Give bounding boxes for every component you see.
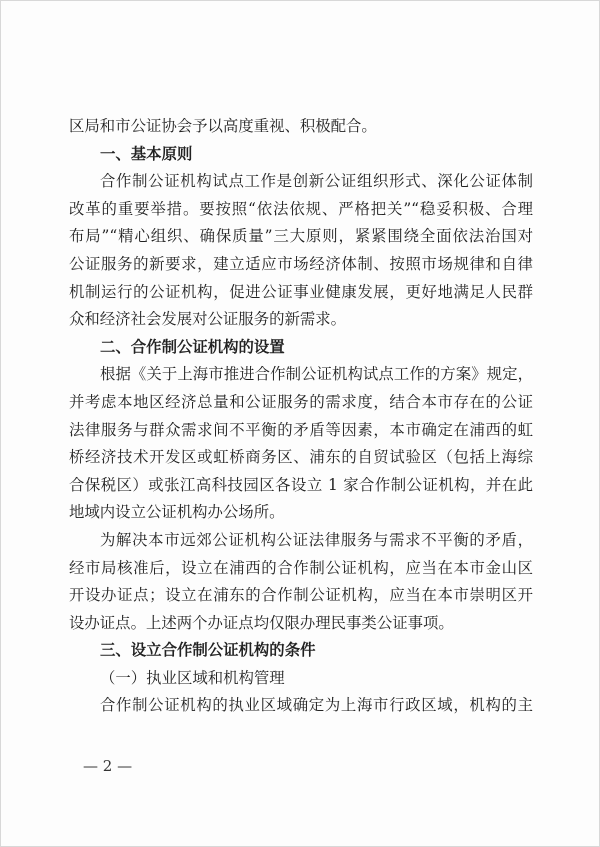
paragraph-continued	[69, 113, 533, 141]
text-line: 合保税区）或张江高科技园区各设立 1 家合作制公证机构，并在此	[69, 475, 533, 494]
paragraph-remote-offices	[69, 527, 533, 637]
paragraph-practice-area	[69, 692, 533, 720]
text-line: 桥经济技术开发区或虹桥商务区、浦东的自贸试验区（包括上海综	[69, 448, 533, 467]
document-body	[69, 113, 533, 720]
text-line: 根据《关于上海市推进合作制公证机构试点工作的方案》规定，	[100, 365, 533, 384]
page-number: — 2 —	[83, 757, 133, 775]
text-line: 机制运行的公证机构，促进公证事业健康发展，更好地满足人民群	[69, 282, 533, 301]
section-heading-setup: 二、合作制公证机构的设置	[100, 337, 285, 356]
paragraph-principles	[69, 168, 533, 334]
section-heading-principles: 一、基本原则	[100, 144, 193, 163]
text-line: 并考虑本地区经济总量和公证服务的需求度，结合本市存在的公证	[69, 392, 533, 411]
section-heading-conditions: 三、设立合作制公证机构的条件	[100, 641, 316, 660]
text-line: 合作制公证机构的执业区域确定为上海市行政区域，机构的主	[100, 696, 533, 715]
text-line: 经市局核准后，设立在浦西的合作制公证机构，应当在本市金山区	[69, 558, 533, 577]
text-line: 为解决本市远郊公证机构公证法律服务与需求不平衡的矛盾，	[100, 530, 533, 549]
text-line: 众和经济社会发展对公证服务的新需求。	[69, 310, 347, 329]
text-line: 公证服务的新要求，建立适应市场经济体制、按照市场规律和自律	[69, 254, 533, 273]
paragraph-setup	[69, 361, 533, 527]
text-line: 布局”“精心组织、确保质量”三大原则，紧紧围绕全面依法治国对	[69, 227, 533, 246]
text-line: 改革的重要举措。要按照“依法依规、严格把关”“稳妥积极、合理	[69, 199, 533, 218]
text-line: 法律服务与群众需求间不平衡的矛盾等因素，本市确定在浦西的虹	[69, 420, 533, 439]
text-line: 合作制公证机构试点工作是创新公证组织形式、深化公证体制	[100, 172, 533, 191]
subsection-heading-practice-area: （一）执业区域和机构管理	[100, 668, 285, 687]
text-line: 区局和市公证协会予以高度重视、积极配合。	[69, 117, 377, 135]
text-line: 设办证点。上述两个办证点均仅限办理民事类公证事项。	[69, 613, 454, 632]
text-line: 开设办证点；设立在浦东的合作制公证机构，应当在本市崇明区开	[69, 586, 533, 605]
text-line: 地域内设立公证机构办公场所。	[69, 503, 285, 522]
